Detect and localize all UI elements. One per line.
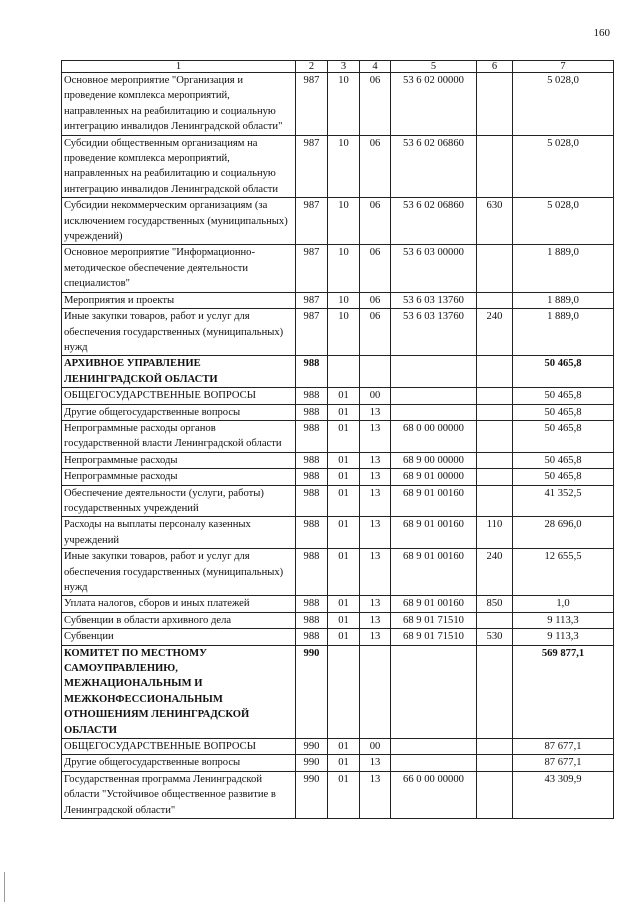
row-section: 10 xyxy=(328,292,360,308)
scan-edge-mark xyxy=(4,872,5,902)
row-amount: 9 113,3 xyxy=(513,629,614,645)
header-cell: 6 xyxy=(477,61,513,73)
row-target-article: 68 9 01 00160 xyxy=(391,517,477,549)
table-row xyxy=(62,755,614,771)
table-row xyxy=(62,292,614,308)
row-subsection: 06 xyxy=(360,135,391,198)
row-subsection: 00 xyxy=(360,739,391,755)
row-subsection: 13 xyxy=(360,469,391,485)
row-section: 01 xyxy=(328,739,360,755)
table-row xyxy=(62,739,614,755)
row-admin-code: 987 xyxy=(296,245,328,292)
row-expense-type xyxy=(477,245,513,292)
row-section: 01 xyxy=(328,485,360,517)
row-amount: 5 028,0 xyxy=(513,73,614,136)
row-expense-type xyxy=(477,739,513,755)
row-amount: 5 028,0 xyxy=(513,135,614,198)
row-section: 01 xyxy=(328,517,360,549)
table-row xyxy=(62,549,614,596)
row-section: 01 xyxy=(328,388,360,404)
row-subsection xyxy=(360,645,391,738)
row-section: 01 xyxy=(328,612,360,628)
row-admin-code: 990 xyxy=(296,645,328,738)
row-section: 10 xyxy=(328,73,360,136)
row-name: Непрограммные расходы xyxy=(62,452,296,468)
row-name: Уплата налогов, сборов и иных платежей xyxy=(62,596,296,612)
row-target-article: 53 6 03 00000 xyxy=(391,245,477,292)
row-subsection: 13 xyxy=(360,771,391,818)
row-admin-code: 988 xyxy=(296,549,328,596)
row-subsection: 13 xyxy=(360,452,391,468)
row-amount: 50 465,8 xyxy=(513,469,614,485)
row-section: 01 xyxy=(328,420,360,452)
header-cell: 2 xyxy=(296,61,328,73)
row-amount: 43 309,9 xyxy=(513,771,614,818)
row-amount: 1 889,0 xyxy=(513,309,614,356)
row-subsection: 13 xyxy=(360,755,391,771)
row-subsection: 06 xyxy=(360,309,391,356)
row-target-article: 68 9 01 00160 xyxy=(391,549,477,596)
row-section: 10 xyxy=(328,309,360,356)
row-name: Другие общегосударственные вопросы xyxy=(62,404,296,420)
row-admin-code: 988 xyxy=(296,629,328,645)
row-target-article: 53 6 03 13760 xyxy=(391,309,477,356)
row-name: Мероприятия и проекты xyxy=(62,292,296,308)
row-expense-type xyxy=(477,771,513,818)
row-name: Иные закупки товаров, работ и услуг для обеспечения государственных (муниципальных) нужд xyxy=(62,309,296,356)
row-section: 10 xyxy=(328,135,360,198)
row-section: 10 xyxy=(328,198,360,245)
table-row xyxy=(62,73,614,136)
table-body xyxy=(62,73,614,819)
row-section: 01 xyxy=(328,771,360,818)
page-number: 160 xyxy=(593,27,610,39)
row-amount: 50 465,8 xyxy=(513,452,614,468)
row-name: Расходы на выплаты персоналу казенных учреждений xyxy=(62,517,296,549)
header-cell: 4 xyxy=(360,61,391,73)
table-row xyxy=(62,645,614,738)
table-row xyxy=(62,469,614,485)
row-name: Основное мероприятие "Информационно-методическое обеспечение деятельности специалистов" xyxy=(62,245,296,292)
row-admin-code: 988 xyxy=(296,517,328,549)
row-amount: 50 465,8 xyxy=(513,388,614,404)
table-row xyxy=(62,771,614,818)
row-expense-type: 850 xyxy=(477,596,513,612)
row-expense-type xyxy=(477,612,513,628)
row-amount: 1,0 xyxy=(513,596,614,612)
row-name: Иные закупки товаров, работ и услуг для обеспечения государственных (муниципальных) нужд xyxy=(62,549,296,596)
row-expense-type: 240 xyxy=(477,309,513,356)
header-cell: 1 xyxy=(62,61,296,73)
row-section: 10 xyxy=(328,245,360,292)
row-target-article xyxy=(391,645,477,738)
table-row xyxy=(62,135,614,198)
row-target-article xyxy=(391,356,477,388)
header-cell: 7 xyxy=(513,61,614,73)
row-amount: 50 465,8 xyxy=(513,420,614,452)
row-admin-code: 988 xyxy=(296,469,328,485)
table-row xyxy=(62,198,614,245)
row-expense-type: 630 xyxy=(477,198,513,245)
row-section xyxy=(328,645,360,738)
header-cell: 3 xyxy=(328,61,360,73)
row-subsection: 13 xyxy=(360,612,391,628)
row-name: Другие общегосударственные вопросы xyxy=(62,755,296,771)
row-amount: 41 352,5 xyxy=(513,485,614,517)
row-name: Субсидии некоммерческим организациям (за исключением государственных (муниципальных) учреждений) xyxy=(62,198,296,245)
row-section: 01 xyxy=(328,549,360,596)
header-cell: 5 xyxy=(391,61,477,73)
row-expense-type xyxy=(477,135,513,198)
row-amount: 1 889,0 xyxy=(513,292,614,308)
table-row xyxy=(62,404,614,420)
row-name: Субсидии общественным организациям на проведение комплекса мероприятий, направленных на реабилитацию и социальную интеграцию инвалидов Ленинградской области xyxy=(62,135,296,198)
row-amount: 1 889,0 xyxy=(513,245,614,292)
row-target-article xyxy=(391,739,477,755)
row-subsection: 13 xyxy=(360,549,391,596)
row-name: Основное мероприятие "Организация и проведение комплекса мероприятий, направленных на реабилитацию и социальную интеграцию инвалидов Ленинградской области" xyxy=(62,73,296,136)
row-target-article: 53 6 03 13760 xyxy=(391,292,477,308)
row-section: 01 xyxy=(328,452,360,468)
row-name: КОМИТЕТ ПО МЕСТНОМУ САМОУПРАВЛЕНИЮ, МЕЖНАЦИОНАЛЬНЫМ И МЕЖКОНФЕССИОНАЛЬНЫМ ОТНОШЕНИЯМ ЛЕНИНГРАДСКОЙ ОБЛАСТИ xyxy=(62,645,296,738)
row-admin-code: 990 xyxy=(296,771,328,818)
row-expense-type: 240 xyxy=(477,549,513,596)
row-target-article: 68 9 01 71510 xyxy=(391,629,477,645)
row-section xyxy=(328,356,360,388)
header-row xyxy=(62,61,614,73)
row-name: Субвенции xyxy=(62,629,296,645)
row-subsection: 13 xyxy=(360,404,391,420)
row-expense-type xyxy=(477,356,513,388)
row-subsection: 06 xyxy=(360,245,391,292)
row-section: 01 xyxy=(328,596,360,612)
row-target-article: 53 6 02 06860 xyxy=(391,198,477,245)
row-expense-type xyxy=(477,73,513,136)
row-subsection: 13 xyxy=(360,420,391,452)
row-amount: 50 465,8 xyxy=(513,404,614,420)
row-name: ОБЩЕГОСУДАРСТВЕННЫЕ ВОПРОСЫ xyxy=(62,739,296,755)
row-subsection: 06 xyxy=(360,198,391,245)
row-admin-code: 988 xyxy=(296,452,328,468)
table-row xyxy=(62,629,614,645)
row-name: ОБЩЕГОСУДАРСТВЕННЫЕ ВОПРОСЫ xyxy=(62,388,296,404)
row-target-article: 66 0 00 00000 xyxy=(391,771,477,818)
row-amount: 50 465,8 xyxy=(513,356,614,388)
row-target-article: 68 0 00 00000 xyxy=(391,420,477,452)
table-row xyxy=(62,309,614,356)
table-row xyxy=(62,388,614,404)
row-expense-type xyxy=(477,485,513,517)
row-expense-type xyxy=(477,292,513,308)
table-row xyxy=(62,517,614,549)
row-expense-type xyxy=(477,755,513,771)
row-amount: 569 877,1 xyxy=(513,645,614,738)
row-admin-code: 990 xyxy=(296,755,328,771)
row-admin-code: 988 xyxy=(296,485,328,517)
row-target-article: 53 6 02 00000 xyxy=(391,73,477,136)
row-subsection: 13 xyxy=(360,517,391,549)
row-name: Непрограммные расходы xyxy=(62,469,296,485)
row-expense-type xyxy=(477,420,513,452)
row-admin-code: 988 xyxy=(296,612,328,628)
table-row xyxy=(62,485,614,517)
row-expense-type: 530 xyxy=(477,629,513,645)
row-target-article xyxy=(391,755,477,771)
row-admin-code: 987 xyxy=(296,135,328,198)
row-amount: 12 655,5 xyxy=(513,549,614,596)
row-expense-type xyxy=(477,404,513,420)
row-subsection xyxy=(360,356,391,388)
row-admin-code: 987 xyxy=(296,73,328,136)
row-subsection: 13 xyxy=(360,485,391,517)
row-amount: 9 113,3 xyxy=(513,612,614,628)
row-amount: 87 677,1 xyxy=(513,755,614,771)
table-row xyxy=(62,596,614,612)
row-section: 01 xyxy=(328,755,360,771)
row-amount: 5 028,0 xyxy=(513,198,614,245)
row-subsection: 06 xyxy=(360,292,391,308)
row-target-article xyxy=(391,388,477,404)
row-target-article: 68 9 00 00000 xyxy=(391,452,477,468)
row-target-article: 68 9 01 00160 xyxy=(391,596,477,612)
row-amount: 28 696,0 xyxy=(513,517,614,549)
row-name: Государственная программа Ленинградской области "Устойчивое общественное развитие в Ленинградской области" xyxy=(62,771,296,818)
row-name: Субвенции в области архивного дела xyxy=(62,612,296,628)
table-row xyxy=(62,245,614,292)
table-row xyxy=(62,612,614,628)
row-admin-code: 988 xyxy=(296,420,328,452)
row-subsection: 06 xyxy=(360,73,391,136)
budget-table xyxy=(61,60,614,819)
row-expense-type: 110 xyxy=(477,517,513,549)
row-target-article xyxy=(391,404,477,420)
table-row xyxy=(62,420,614,452)
row-section: 01 xyxy=(328,469,360,485)
row-expense-type xyxy=(477,388,513,404)
row-amount: 87 677,1 xyxy=(513,739,614,755)
row-target-article: 68 9 01 00000 xyxy=(391,469,477,485)
row-target-article: 68 9 01 71510 xyxy=(391,612,477,628)
row-subsection: 13 xyxy=(360,629,391,645)
table-row xyxy=(62,452,614,468)
row-name: АРХИВНОЕ УПРАВЛЕНИЕ ЛЕНИНГРАДСКОЙ ОБЛАСТИ xyxy=(62,356,296,388)
row-section: 01 xyxy=(328,629,360,645)
row-subsection: 13 xyxy=(360,596,391,612)
row-expense-type xyxy=(477,452,513,468)
row-admin-code: 987 xyxy=(296,292,328,308)
row-admin-code: 988 xyxy=(296,596,328,612)
row-admin-code: 987 xyxy=(296,309,328,356)
row-name: Обеспечение деятельности (услуги, работы) государственных учреждений xyxy=(62,485,296,517)
row-admin-code: 988 xyxy=(296,388,328,404)
row-admin-code: 990 xyxy=(296,739,328,755)
row-admin-code: 987 xyxy=(296,198,328,245)
row-section: 01 xyxy=(328,404,360,420)
row-subsection: 00 xyxy=(360,388,391,404)
row-name: Непрограммные расходы органов государственной власти Ленинградской области xyxy=(62,420,296,452)
row-target-article: 53 6 02 06860 xyxy=(391,135,477,198)
row-admin-code: 988 xyxy=(296,356,328,388)
row-target-article: 68 9 01 00160 xyxy=(391,485,477,517)
row-admin-code: 988 xyxy=(296,404,328,420)
row-expense-type xyxy=(477,645,513,738)
row-expense-type xyxy=(477,469,513,485)
table-row xyxy=(62,356,614,388)
